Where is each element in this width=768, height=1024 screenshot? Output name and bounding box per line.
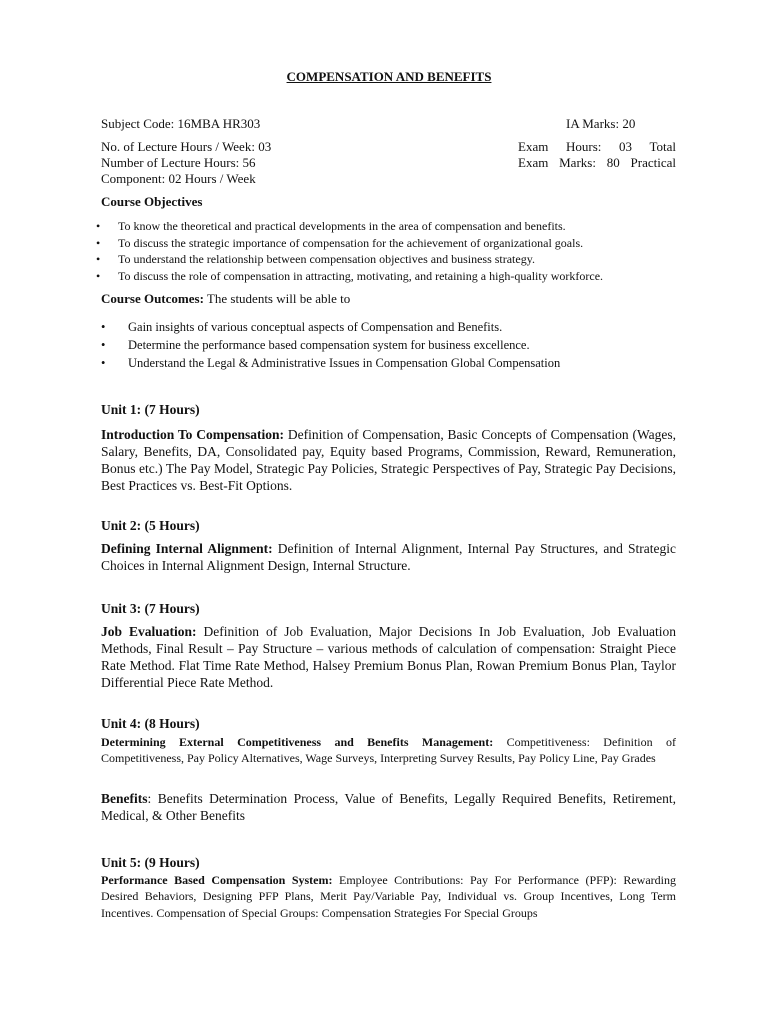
unit-1-body: [101, 426, 676, 494]
unit-5-heading: Unit 5: (9 Hours): [101, 855, 200, 870]
unit-2-topic: Defining Internal Alignment:: [101, 541, 273, 556]
lecture-hours-week: No. of Lecture Hours / Week: 03: [101, 139, 272, 154]
unit-5-body: [101, 872, 676, 921]
objective-item: • To discuss the strategic importance of compensation for the achievement of organizational goals.: [96, 235, 603, 252]
ia-marks: IA Marks: 20: [566, 116, 636, 131]
objective-item: • To discuss the role of compensation in attracting, motivating, and retaining a high-quality workforce.: [96, 268, 603, 285]
outcome-item: • Understand the Legal & Administrative Issues in Compensation Global Compensation: [101, 354, 560, 372]
unit-4-benefits-topic: Benefits: [101, 791, 148, 806]
unit-1-heading: Unit 1: (7 Hours): [101, 402, 200, 417]
unit-3-body: [101, 623, 676, 691]
lecture-hours: Number of Lecture Hours: 56: [101, 155, 256, 170]
unit-4-body: [101, 734, 676, 767]
unit-5-topic: Performance Based Compensation System:: [101, 873, 333, 887]
unit-3-heading: Unit 3: (7 Hours): [101, 601, 200, 616]
subject-code: Subject Code: 16MBA HR303: [101, 116, 261, 131]
unit-2-heading: Unit 2: (5 Hours): [101, 518, 200, 533]
outcomes-intro: [101, 291, 350, 307]
outcome-item: • Gain insights of various conceptual aspects of Compensation and Benefits.: [101, 318, 560, 336]
objectives-list: [96, 218, 603, 284]
unit-4-benefits-text: : Benefits Determination Process, Value of Benefits, Legally Required Benefits, Retirement, Medical, & Other Benefits: [101, 791, 676, 823]
unit-4-benefits: [101, 790, 676, 824]
unit-2-body: [101, 540, 676, 574]
unit-3-text: Definition of Job Evaluation, Major Decisions In Job Evaluation, Job Evaluation Methods, Final Result – Pay Structure – various methods of calculation of compensation: Straight Piece Rate Method. Flat Time Rate Method, Halsey Premium Bonus Plan, Rowan Premium Bonus Plan, Taylor Differential Piece Rate Method.: [101, 624, 676, 690]
objective-item: • To know the theoretical and practical developments in the area of compensation and benefits.: [96, 218, 603, 235]
outcomes-heading: Course Outcomes:: [101, 291, 204, 306]
outcomes-list: [101, 318, 560, 372]
unit-1-topic: Introduction To Compensation:: [101, 427, 285, 442]
exam-marks: Exam Marks: 80 Practical: [518, 155, 676, 170]
unit-4-heading: Unit 4: (8 Hours): [101, 716, 200, 731]
outcome-item: • Determine the performance based compensation system for business excellence.: [101, 336, 560, 354]
unit-4-text: Competitiveness: Definition of Competitiveness, Pay Policy Alternatives, Wage Surveys, Interpreting Survey Results, Pay Policy Line, Pay Grades: [101, 735, 676, 766]
unit-3-topic: Job Evaluation:: [101, 624, 197, 639]
component-hours: Component: 02 Hours / Week: [101, 171, 256, 186]
objective-item: • To understand the relationship between compensation objectives and business strategy.: [96, 251, 603, 268]
exam-hours: Exam Hours: 03 Total: [518, 139, 676, 154]
outcomes-lead: The students will be able to: [203, 291, 351, 306]
unit-5-text: Employee Contributions: Pay For Performance (PFP): Rewarding Desired Behaviors, Designing PFP Plans, Merit Pay/Variable Pay, Individual vs. Group Incentives, Long Term Incentives. Compensation of Special Groups: Compensation Strategies For Special Groups: [101, 873, 677, 920]
unit-2-text: Definition of Internal Alignment, Internal Pay Structures, and Strategic Choices in Internal Alignment Design, Internal Structure.: [101, 541, 676, 573]
unit-4-topic: Determining External Competitiveness and Benefits Management:: [101, 735, 494, 749]
objectives-heading: Course Objectives: [101, 194, 203, 209]
unit-1-text: Definition of Compensation, Basic Concepts of Compensation (Wages, Salary, Benefits, DA, Consolidated pay, Equity based Programs, Commission, Reward, Remuneration, Bonus etc.) The Pay Model, Strategic Pay Policies, Strategic Perspectives of Pay, Strategic Pay Decisions, Best Practices vs. Best-Fit Options.: [101, 427, 676, 493]
document-title: COMPENSATION AND BENEFITS: [286, 69, 492, 84]
